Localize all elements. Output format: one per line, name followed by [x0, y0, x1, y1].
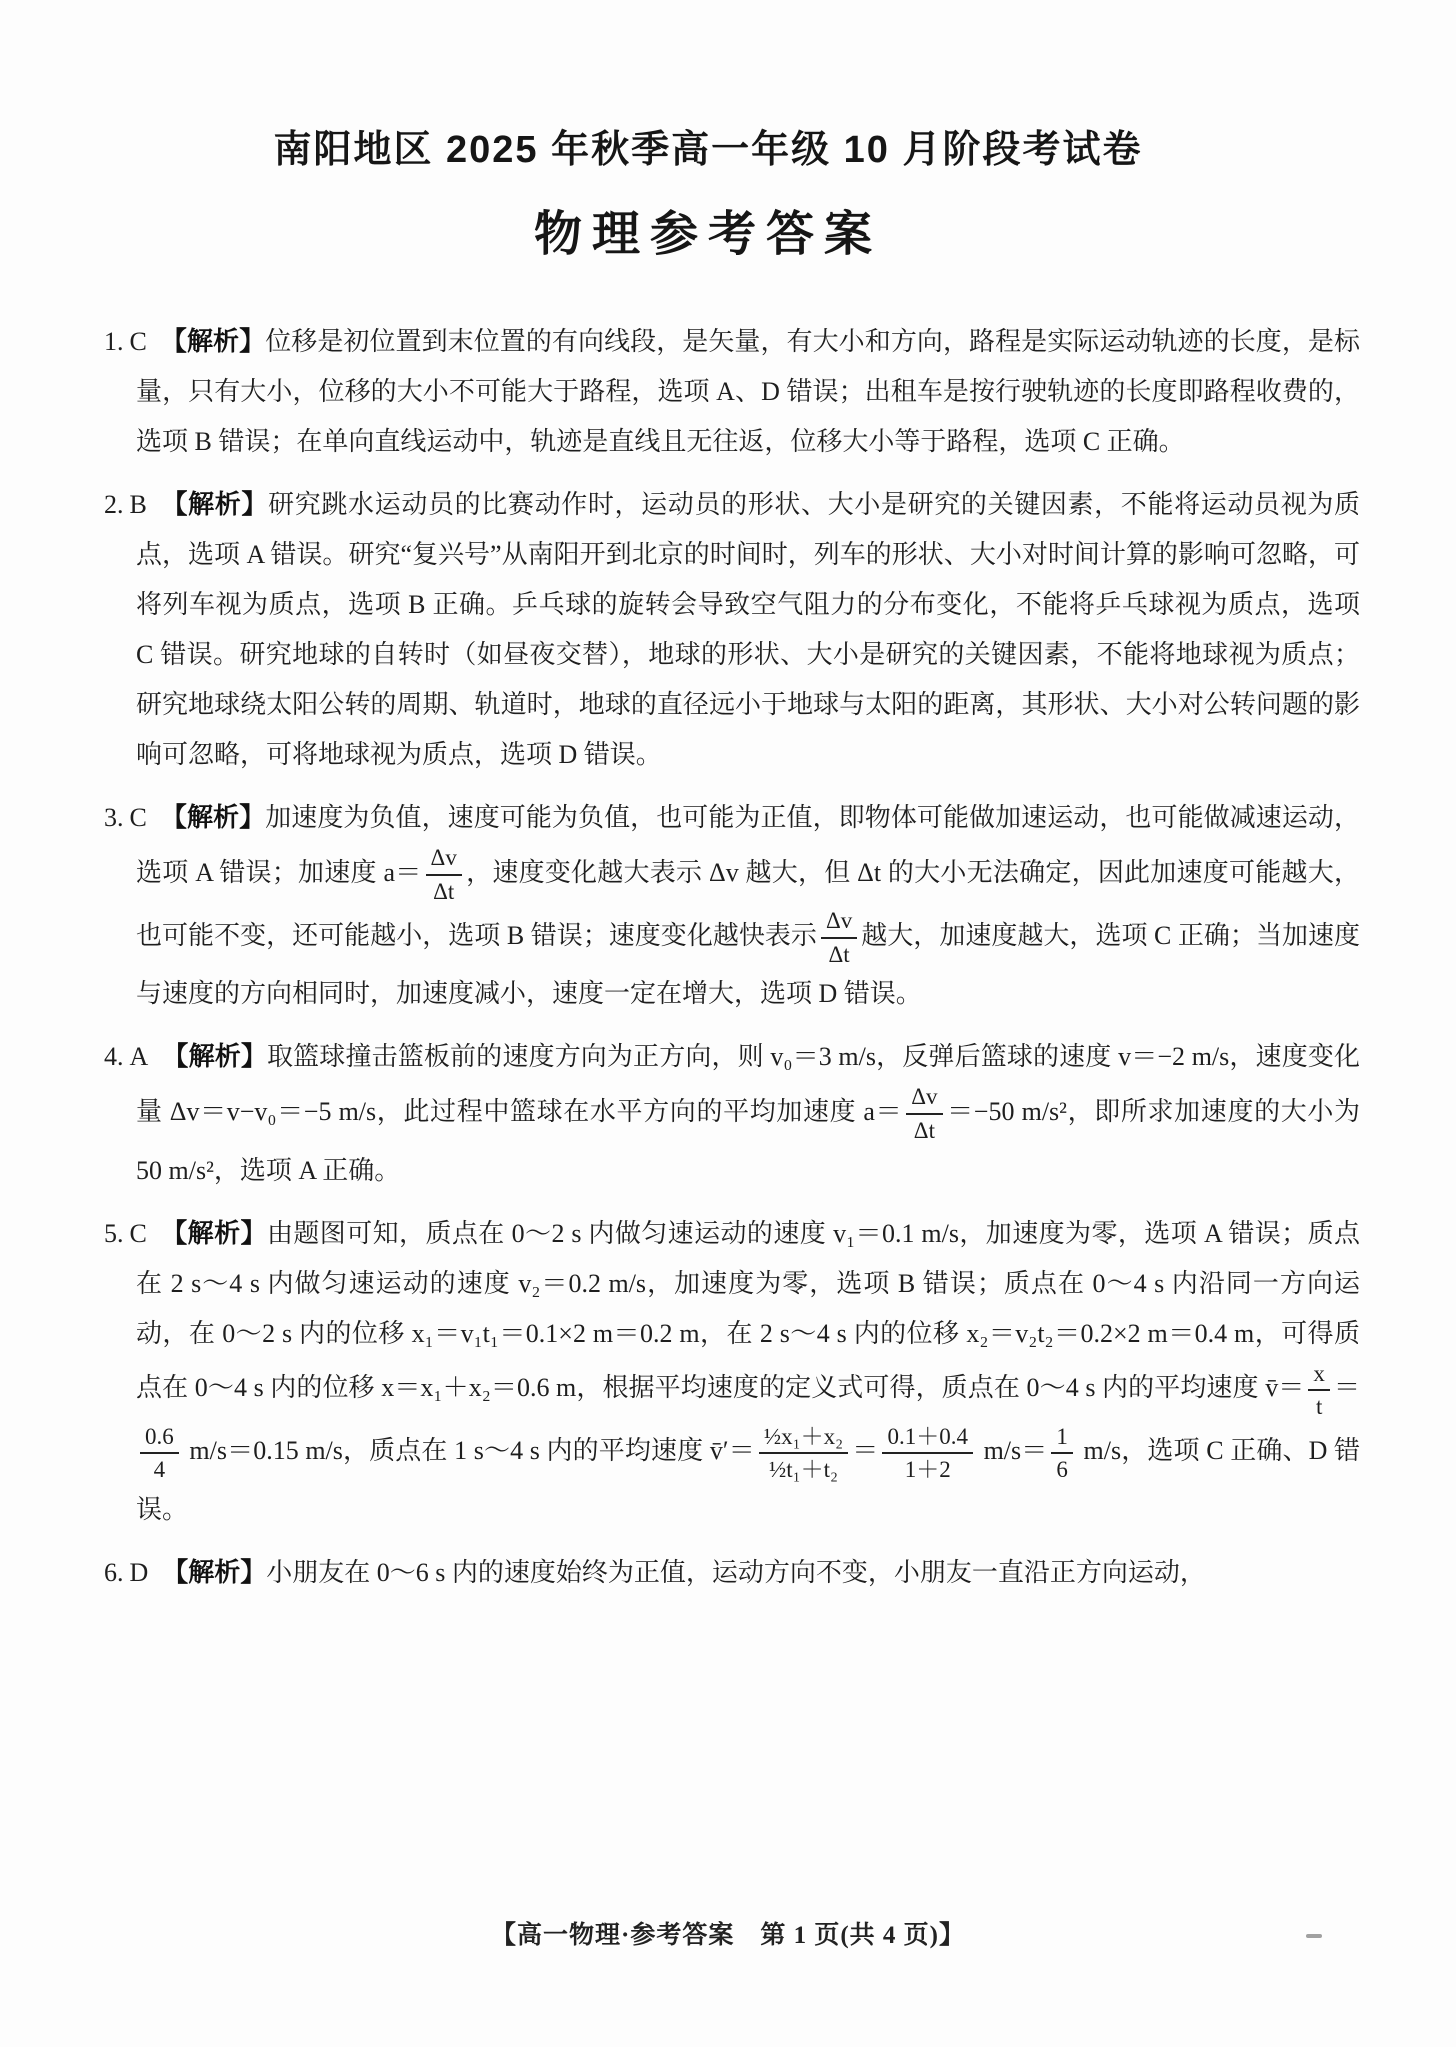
fraction: $\frac{\Delta v}{\Delta t}$	[426, 843, 462, 906]
answer-letter: A	[129, 1042, 149, 1072]
answer-letter: D	[129, 1557, 149, 1587]
scan-smudge-mark	[1306, 1934, 1322, 1938]
question-number: 5.	[104, 1218, 124, 1248]
answer-letter: C	[129, 327, 147, 356]
analysis-text: 研究跳水运动员的比赛动作时，运动员的形状、大小是研究的关键因素，不能将运动员视为质点，选项 A 错误。研究“复兴号”从南阳开到北京的时间时，列车的形状、大小对时间计算的影响可忽略，可将列车视为质点，选项 B 正确。乒乓球的旋转会导致空气阻力的分布变化，不能将乒乓球视为质点，选项 C 错误。研究地球的自转时（如昼夜交替），地球的形状、大小是研究的关键因素，不能将地球视为质点；研究地球绕太阳公转的周期、轨道时，地球的直径远小于地球与太阳的距离，其形状、大小对公转问题的影响可忽略，可将地球视为质点，选项 D 错误。	[136, 490, 1360, 769]
fraction: $\frac{x}{t}$	[1308, 1359, 1330, 1422]
question-number: 3.	[104, 803, 124, 832]
fraction: $\frac{\text{½x₁＋x₂}}{\text{½t₁＋t₂}}$	[759, 1422, 848, 1485]
answer-item-1	[104, 316, 1360, 467]
analysis-text: 位移是初位置到末位置的有向线段，是矢量，有大小和方向，路程是实际运动轨迹的长度，是标量，只有大小，位移的大小不可能大于路程，选项 A、D 错误；出租车是按行驶轨迹的长度即路程收费的，选项 B 错误；在单向直线运动中，轨迹是直线且无往返，位移大小等于路程，选项 C 正确。	[136, 327, 1360, 456]
analysis-tag: 【解析】	[162, 1556, 267, 1587]
answer-list	[104, 316, 1360, 1598]
analysis-text: 加速度为负值，速度可能为负值，也可能为正值，即物体可能做加速运动，也可能做减速运动，选项 A 错误；加速度 a＝ $\frac{\Delta v}{\Delta t}$ ，速度变化越大表示 Δv 越大，但 Δt 的大小无法确定，因此加速度可能越大，也可能不变，还可能越小，选项 B 错误；速度变化越快表示 $\frac{\Delta v}{\Delta t}$ 越大，加速度越大，选项 C 正确；当加速度与速度的方向相同时，加速度减小，速度一定在增大，选项 D 错误。	[136, 803, 1361, 1009]
answer-letter: B	[129, 490, 147, 519]
document-header	[140, 118, 1276, 264]
answer-item-3	[104, 792, 1360, 1019]
answer-item-6	[104, 1547, 1360, 1598]
analysis-tag: 【解析】	[160, 1217, 267, 1248]
fraction: $\frac{\Delta v}{\Delta t}$	[906, 1082, 942, 1145]
analysis-tag: 【解析】	[160, 802, 266, 832]
answer-letter: C	[129, 1218, 147, 1248]
question-number: 4.	[104, 1042, 124, 1072]
question-number: 1.	[104, 327, 124, 356]
answer-item-4	[104, 1031, 1360, 1195]
analysis-text: 由题图可知，质点在 0～2 s 内做匀速运动的速度 v₁＝0.1 m/s，加速度为零，选项 A 错误；质点在 2 s～4 s 内做匀速运动的速度 v₂＝0.2 m/s，加速度为零，选项 B 错误；质点在 0～4 s 内沿同一方向运动，在 0～2 s 内的位移 x₁＝v₁t₁＝0.1×2 m＝0.2 m，在 2 s～4 s 内的位移 x₂＝v₂t₂＝0.2×2 m＝0.4 m，可得质点在 0～4 s 内的位移 x＝x₁＋x₂＝0.6 m，根据平均速度的定义式可得，质点在 0～4 s 内的平均速度 v̄＝ $\frac{x}{t}$ ＝ $\frac{0.6}{4}$ m/s＝0.15 m/s，质点在 1 s～4 s 内的平均速度 v̄′＝ $\frac{\text{½x₁＋x₂}}{\text{½t₁＋t₂}}$ ＝ $\frac{0.1+0.4}{1+2}$ m/s＝ $\frac{1}{6}$ m/s，选项 C 正确、D 错误。	[136, 1218, 1360, 1524]
analysis-text: 小朋友在 0～6 s 内的速度始终为正值，运动方向不变，小朋友一直沿正方向运动，	[266, 1557, 1206, 1587]
fraction: $\frac{\Delta v}{\Delta t}$	[821, 906, 857, 969]
analysis-tag: 【解析】	[160, 326, 266, 356]
analysis-tag: 【解析】	[160, 489, 269, 519]
analysis-tag: 【解析】	[162, 1041, 268, 1072]
analysis-text: 取篮球撞击篮板前的速度方向为正方向，则 v₀＝3 m/s，反弹后篮球的速度 v＝−2 m/s，速度变化量 Δv＝v−v₀＝−5 m/s，此过程中篮球在水平方向的平均加速度 a＝ $\frac{\Delta v}{\Delta t}$ ＝−50 m/s²，即所求加速度的大小为 50 m/s²，选项 A 正确。	[136, 1042, 1360, 1185]
fraction: $\frac{0.6}{4}$	[140, 1422, 179, 1485]
answer-letter: C	[129, 803, 147, 832]
page-title: 南阳地区 2025 年秋季高一年级 10 月阶段考试卷	[273, 129, 1143, 171]
question-number: 6.	[104, 1557, 124, 1587]
fraction: $\frac{0.1+0.4}{1+2}$	[882, 1422, 973, 1485]
page-subtitle: 物理参考答案	[533, 208, 882, 261]
fraction: $\frac{1}{6}$	[1051, 1422, 1073, 1485]
answer-item-5	[104, 1208, 1360, 1535]
answer-item-2	[104, 479, 1360, 780]
page-footer: 【高一物理·参考答案 第 1 页(共 4 页)】	[491, 1922, 965, 1949]
question-number: 2.	[104, 490, 124, 519]
